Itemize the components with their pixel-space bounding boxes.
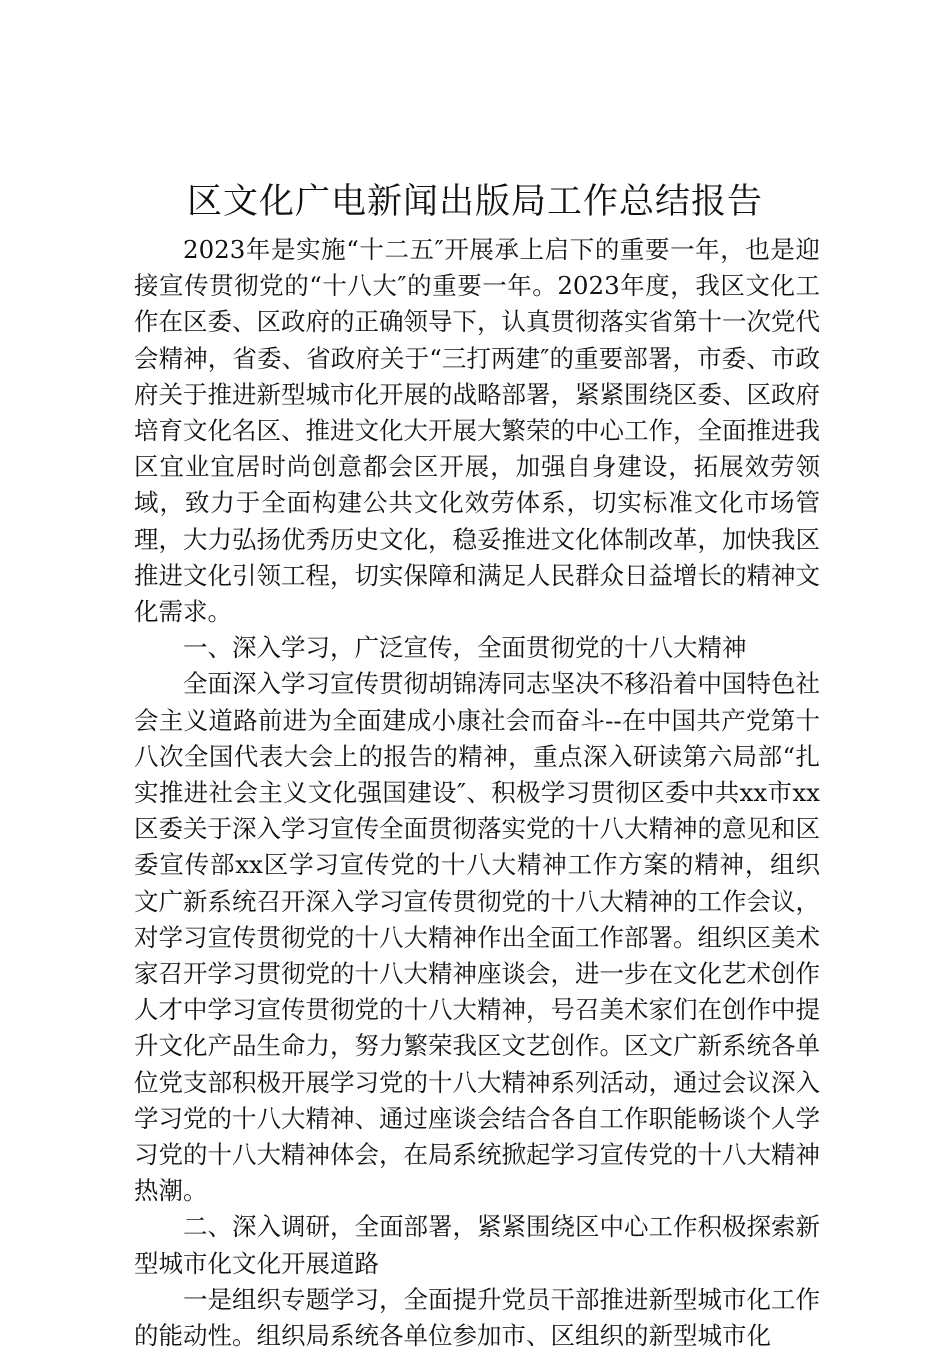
section-heading-1: 一、深入学习，广泛宣传，全面贯彻党的十八大精神 bbox=[183, 633, 747, 663]
paragraph-section-1: 全面深入学习宣传贯彻胡锦涛同志坚决不移沿着中国特色社会主义道路前进为全面建成小康社会而奋斗--在中国共产党第十八次全国代表大会上的报告的精神，重点深入研读第六局部“扎实推进社会主义文化强国建设″、积极学习贯彻区委中共xx市xx区委关于深入学习宣传全面贯彻落实党的十八大精神的意见和区委宣传部xx区学习宣传党的十八大精神工作方案的精神，组织文广新系统召开深入学习宣传贯彻党的十八大精神的工作会议，对学习宣传贯彻党的十八大精神作出全面工作部署。组织区美术家召开学习贯彻党的十八大精神座谈会，进一步在文化艺术创作人才中学习宣传贯彻党的十八大精神，号召美术家们在创作中提升文化产品生命力，努力繁荣我区文艺创作。区文广新系统各单位党支部积极开展学习党的十八大精神系列活动，通过会议深入学习党的十八大精神、通过座谈会结合各自工作职能畅谈个人学习党的十八大精神体会，在局系统掀起学习宣传党的十八大精神热潮。 bbox=[134, 669, 820, 1206]
paragraph-section-2: 一是组织专题学习，全面提升党员干部推进新型城市化工作的能动性。组织局系统各单位参加市、区组织的新型城市化 bbox=[134, 1284, 820, 1351]
document-body bbox=[134, 232, 820, 1354]
document-title: 区文化广电新闻出版局工作总结报告 bbox=[186, 182, 763, 222]
paragraph-intro: 2023年是实施“十二五″开展承上启下的重要一年，也是迎接宣传贯彻党的“十八大″的重要一年。2023年度，我区文化工作在区委、区政府的正确领导下，认真贯彻落实省第十一次党代会精神，省委、省政府关于“三打两建″的重要部署，市委、市政府关于推进新型城市化开展的战略部署，紧紧围绕区委、区政府培育文化名区、推进文化大开展大繁荣的中心工作，全面推进我区宜业宜居时尚创意都会区开展，加强自身建设，拓展效劳领域，致力于全面构建公共文化效劳体系，切实标准文化市场管理，大力弘扬优秀历史文化，稳妥推进文化体制改革，加快我区推进文化引领工程，切实保障和满足人民群众日益增长的精神文化需求。 bbox=[134, 235, 820, 627]
section-heading-2: 二、深入调研，全面部署，紧紧围绕区中心工作积极探索新型城市化文化开展道路 bbox=[134, 1212, 820, 1278]
